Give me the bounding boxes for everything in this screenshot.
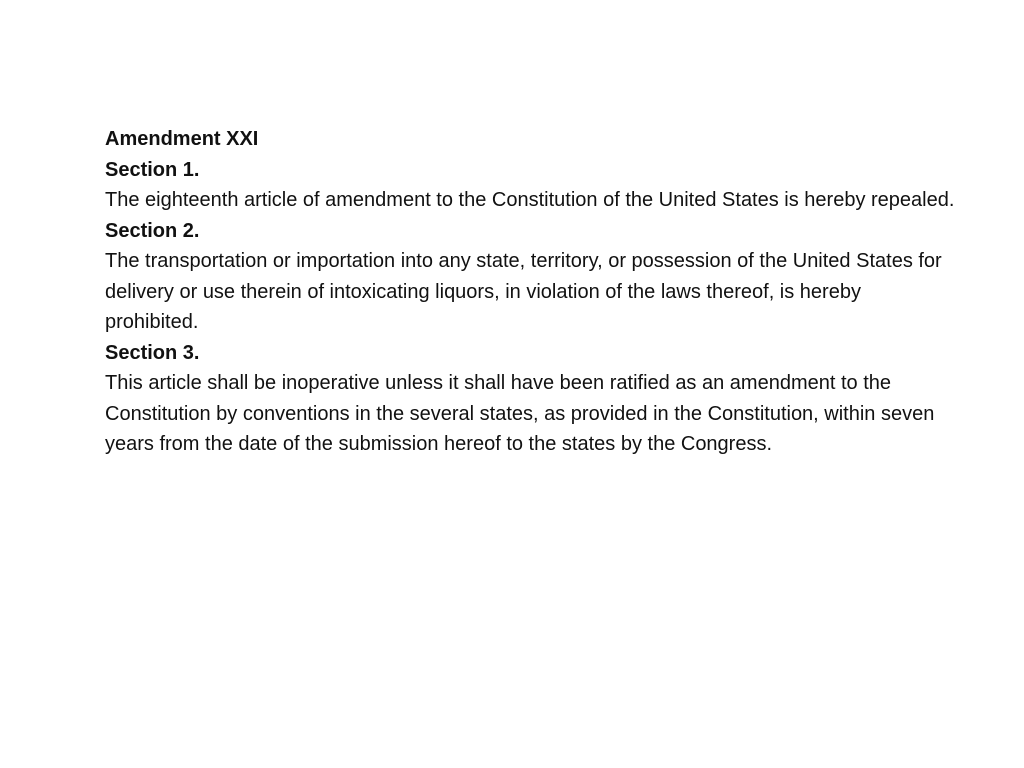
section-1-body: The eighteenth article of amendment to the Constitution of the United States is hereby repealed. <box>105 189 955 211</box>
section-1-heading: Section 1. <box>105 158 200 181</box>
section-2-heading: Section 2. <box>105 219 200 242</box>
document-title: Amendment XXI <box>105 128 259 150</box>
section-2-body: The transportation or importation into any state, territory, or possession of the United States for delivery or use therein of intoxicating liquors, in violation of the laws thereof, is hereby prohibited. <box>105 250 942 333</box>
section-3-body: This article shall be inoperative unless it shall have been ratified as an amendment to the Constitution by conventions in the several states, as provided in the Constitution, within seven years from the date of the submission hereof to the states by the Congress. <box>105 372 935 455</box>
amendment-text-block <box>105 124 955 460</box>
section-3-heading: Section 3. <box>105 341 200 364</box>
